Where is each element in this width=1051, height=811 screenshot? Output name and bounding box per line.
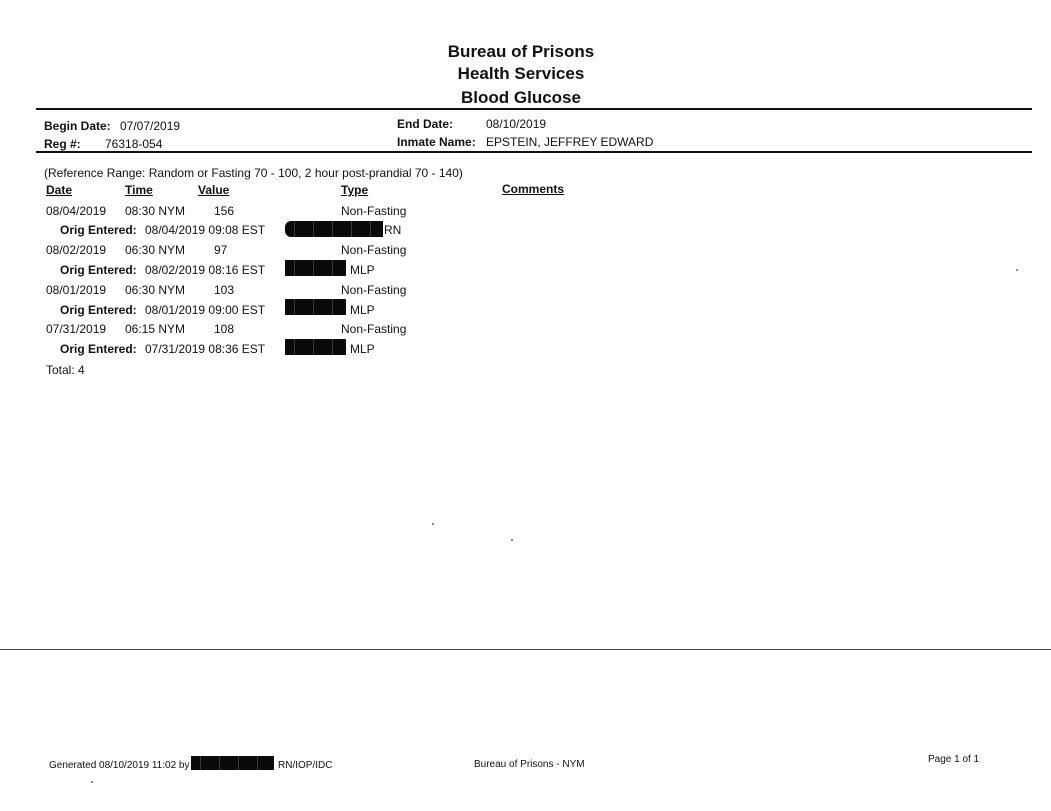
footer-page-number: Page 1 of 1 — [928, 754, 980, 765]
scan-speck — [91, 781, 93, 783]
record-value: 97 — [214, 243, 228, 257]
column-header-value: Value — [198, 183, 230, 197]
record-value: 156 — [214, 204, 235, 218]
staff-role: MLP — [350, 342, 375, 356]
orig-entered-datetime: 08/01/2019 09:00 EST — [145, 303, 266, 317]
report-department-title: Health Services — [457, 64, 585, 83]
inmate-name-value: EPSTEIN, JEFFREY EDWARD — [486, 135, 654, 149]
reg-number-label: Reg #: — [44, 137, 81, 151]
record-date: 08/02/2019 — [46, 243, 107, 257]
orig-entered-datetime: 08/04/2019 09:08 EST — [145, 223, 266, 237]
orig-entered-label: Orig Entered: — [60, 223, 137, 237]
record-date: 08/04/2019 — [46, 204, 107, 218]
header-bottom-rule — [36, 151, 1032, 153]
reference-range: (Reference Range: Random or Fasting 70 - 100, 2 hour post-prandial 70 - 140) — [44, 166, 463, 180]
staff-role: RN — [384, 223, 402, 237]
page-separator-rule — [0, 649, 1051, 650]
column-header-date: Date — [46, 183, 73, 197]
record-date: 08/01/2019 — [46, 283, 107, 297]
redacted-generator-name — [191, 756, 274, 770]
scan-speck — [1016, 269, 1018, 271]
record-type: Non-Fasting — [341, 204, 407, 218]
inmate-name-label: Inmate Name: — [397, 135, 476, 149]
record-time: 08:30 NYM — [125, 204, 186, 218]
footer-generated-by: Generated 08/10/2019 11:02 by — [49, 760, 190, 771]
record-time: 06:30 NYM — [125, 283, 186, 297]
record-type: Non-Fasting — [341, 322, 407, 336]
orig-entered-label: Orig Entered: — [60, 303, 137, 317]
staff-role: MLP — [350, 263, 375, 277]
record-time: 06:15 NYM — [125, 322, 186, 336]
record-type: Non-Fasting — [341, 283, 407, 297]
column-header-comments: Comments — [502, 182, 565, 196]
scan-speck — [432, 523, 434, 525]
column-header-time: Time — [125, 183, 153, 197]
scan-speck — [511, 539, 513, 541]
redacted-staff-name — [285, 221, 383, 237]
report-title: Blood Glucose — [461, 88, 581, 107]
end-date-value: 08/10/2019 — [486, 117, 547, 131]
redacted-staff-name — [285, 299, 346, 315]
report-agency-title: Bureau of Prisons — [447, 42, 595, 61]
column-header-type: Type — [341, 183, 369, 197]
orig-entered-label: Orig Entered: — [60, 342, 137, 356]
header-top-rule — [36, 108, 1032, 110]
orig-entered-label: Orig Entered: — [60, 263, 137, 277]
record-type: Non-Fasting — [341, 243, 407, 257]
staff-role: MLP — [350, 303, 375, 317]
orig-entered-datetime: 08/02/2019 08:16 EST — [145, 263, 266, 277]
footer-facility: Bureau of Prisons - NYM — [474, 759, 585, 770]
record-total: Total: 4 — [46, 363, 85, 377]
record-date: 07/31/2019 — [46, 322, 107, 336]
record-value: 108 — [214, 322, 235, 336]
end-date-label: End Date: — [397, 117, 454, 131]
begin-date-value: 07/07/2019 — [120, 119, 181, 133]
record-value: 103 — [214, 283, 235, 297]
reg-number-value: 76318-054 — [105, 137, 163, 151]
redacted-staff-name — [285, 260, 346, 276]
orig-entered-datetime: 07/31/2019 08:36 EST — [145, 342, 266, 356]
begin-date-label: Begin Date: — [44, 119, 111, 133]
redacted-staff-name — [285, 339, 346, 355]
footer-generator-role: RN/IOP/IDC — [278, 760, 333, 771]
record-time: 06:30 NYM — [125, 243, 186, 257]
